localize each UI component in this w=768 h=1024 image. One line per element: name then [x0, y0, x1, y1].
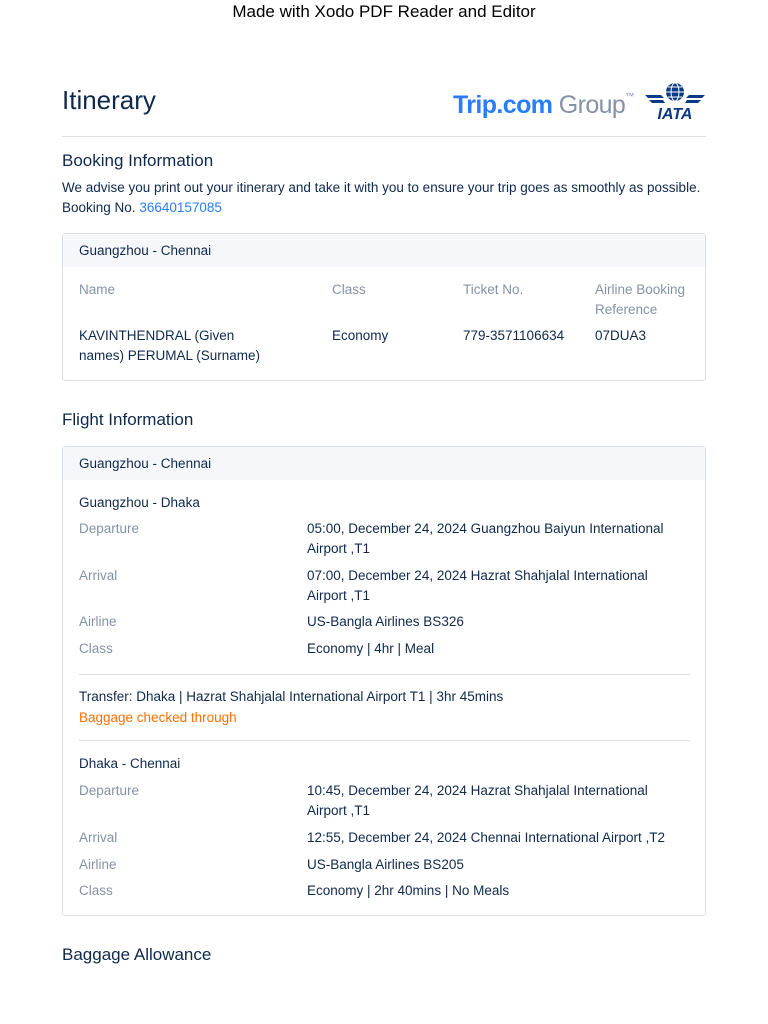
- segment2-arrival-label: Arrival: [79, 830, 118, 845]
- booking-information-title: Booking Information: [62, 151, 214, 170]
- passenger-airline-ref: 07DUA3: [595, 328, 647, 343]
- header: [62, 80, 706, 137]
- passenger-class: Economy: [332, 328, 389, 343]
- column-airline-ref-line2: Reference: [595, 302, 658, 317]
- segment1-airline: US-Bangla Airlines BS326: [307, 614, 464, 629]
- booking-number: Booking No. 36640157085: [62, 200, 222, 215]
- passenger-name-line2: names) PERUMAL (Surname): [79, 348, 261, 363]
- column-airline-ref-line1: Airline Booking: [595, 282, 686, 297]
- segment2-class: Economy | 2hr 40mins | No Meals: [307, 883, 510, 898]
- segment2-class-label: Class: [79, 883, 113, 898]
- baggage-allowance-title: Baggage Allowance: [62, 945, 212, 964]
- segment1-departure-label: Departure: [79, 521, 140, 536]
- flight-route: Guangzhou - Chennai: [79, 456, 212, 471]
- segment1-airline-label: Airline: [79, 614, 117, 629]
- passenger-name-line1: KAVINTHENDRAL (Given: [79, 328, 235, 343]
- column-name: Name: [79, 282, 116, 297]
- trip-com-group-logo: Trip.com Group™: [453, 91, 634, 119]
- baggage-checked-through: Baggage checked through: [79, 710, 237, 725]
- passenger-ticket: 779-3571106634: [463, 328, 565, 343]
- segment1-class-label: Class: [79, 641, 113, 656]
- flight-card: [62, 446, 706, 916]
- booking-advice-text: We advise you print out your itinerary and take it with you to ensure your trip goes as smoothly as possible.: [62, 180, 701, 195]
- flight-information-title: Flight Information: [62, 410, 194, 429]
- column-class: Class: [332, 282, 366, 297]
- booking-card: [62, 233, 706, 381]
- booking-route: Guangzhou - Chennai: [79, 243, 212, 258]
- segment2-departure-label: Departure: [79, 783, 140, 798]
- segment2-route: Dhaka - Chennai: [79, 756, 181, 771]
- segment1-route: Guangzhou - Dhaka: [79, 495, 200, 510]
- segment2-departure-line2: Airport ,T1: [307, 803, 371, 818]
- column-ticket: Ticket No.: [463, 282, 524, 297]
- segment1-arrival-line1: 07:00, December 24, 2024 Hazrat Shahjalal International: [307, 568, 648, 583]
- segment2-airline: US-Bangla Airlines BS205: [307, 857, 464, 872]
- segment2-arrival: 12:55, December 24, 2024 Chennai International Airport ,T2: [307, 830, 665, 845]
- segment1-departure-line2: Airport ,T1: [307, 541, 371, 556]
- flight-card-header: [63, 447, 705, 480]
- divider: [79, 740, 690, 741]
- segment1-arrival-label: Arrival: [79, 568, 118, 583]
- segment1-arrival-line2: Airport ,T1: [307, 588, 371, 603]
- booking-number-link[interactable]: 36640157085: [139, 200, 222, 215]
- segment2-departure-line1: 10:45, December 24, 2024 Hazrat Shahjalal International: [307, 783, 648, 798]
- watermark: Made with Xodo PDF Reader and Editor: [232, 2, 536, 21]
- transfer-text: Transfer: Dhaka | Hazrat Shahjalal International Airport T1 | 3hr 45mins: [79, 689, 504, 704]
- segment1-departure-line1: 05:00, December 24, 2024 Guangzhou Baiyun International: [307, 521, 664, 536]
- iata-logo-icon: [643, 81, 707, 121]
- booking-card-header: [63, 234, 705, 267]
- svg-text:IATA: IATA: [657, 106, 693, 121]
- segment1-class: Economy | 4hr | Meal: [307, 641, 435, 656]
- segment2-airline-label: Airline: [79, 857, 117, 872]
- page-title: Itinerary: [62, 85, 156, 115]
- divider: [79, 674, 690, 675]
